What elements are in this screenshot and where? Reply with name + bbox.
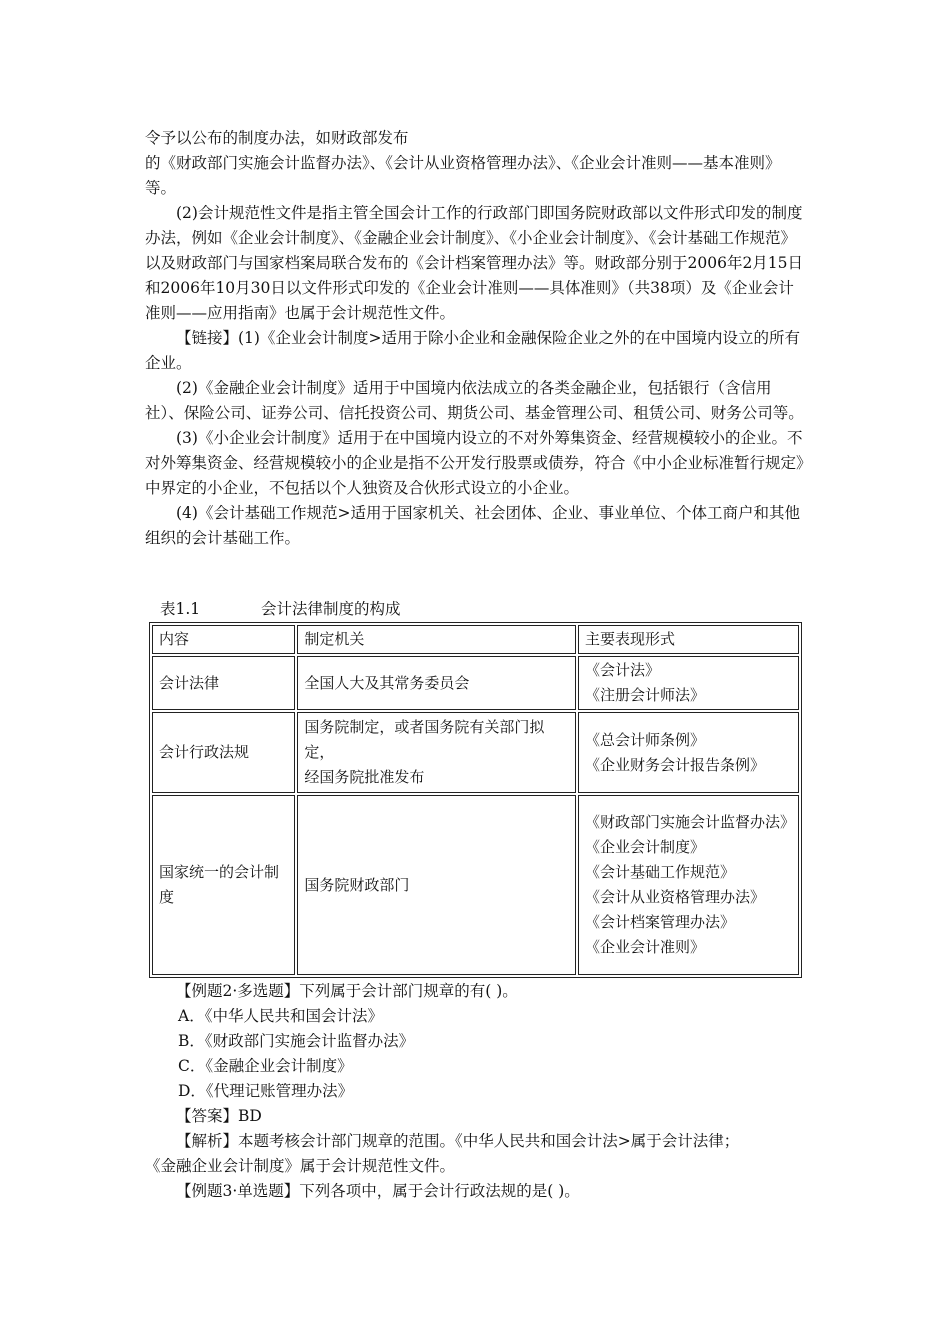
form-item: 《会计从业资格管理办法》 (585, 888, 766, 906)
example-2-question: 【例题2·多选题】下列属于会计部门规章的有( )。 (176, 982, 518, 1000)
paragraph: 的《财政部门实施会计监督办法》、《会计从业资格管理办法》、《企业会计准则——基本准则》等。 (145, 154, 781, 197)
form-item: 《企业会计准则》 (585, 938, 706, 956)
table-title: 会计法律制度的构成 (260, 600, 401, 618)
paragraph: (2)会计规范性文件是指主管全国会计工作的行政部门即国务院财政部以文件形式印发的制度办法，例如《企业会计制度》、《金融企业会计制度》、《小企业会计制度》、《会计基础工作规范》以及财政部门与国家档案局联合发布的《会计档案管理办法》等。财政部分别于2006年2月15日和2006年10月30日以文件形式印发的《企业会计准则——具体准则》（共38项）及《企业会计准则——应用指南》也属于会计规范性文件。 (145, 204, 804, 322)
content-cell: 会计法律 (152, 656, 295, 710)
paragraph-link-1: 【链接】(1)《企业会计制度>适用于除小企业和金融保险企业之外的在中国境内设立的所有企业。 (145, 329, 800, 372)
authority-line: 全国人大及其常务委员会 (304, 673, 470, 692)
content-cell: 国家统一的会计制度 (152, 795, 295, 975)
content-cell: 会计行政法规 (152, 712, 295, 793)
paragraph-link-4: (4)《会计基础工作规范>适用于国家机关、社会团体、企业、事业单位、个体工商户和其他组织的会计基础工作。 (145, 504, 800, 547)
option-c: C．《金融企业会计制度》 (178, 1057, 353, 1075)
authority-cell (297, 795, 576, 975)
analysis-line: 《金融企业会计制度》属于会计规范性文件。 (145, 1157, 456, 1175)
answer: 【答案】BD (176, 1107, 262, 1125)
forms-cell (578, 795, 799, 975)
table-row (152, 712, 799, 793)
form-item: 《会计档案管理办法》 (585, 913, 736, 931)
form-item: 《会计基础工作规范》 (585, 863, 736, 881)
table-row (152, 795, 799, 975)
forms-cell (578, 712, 799, 793)
table-header-row (152, 625, 799, 654)
option-d: D．《代理记账管理办法》 (178, 1082, 354, 1100)
header-cell: 主要表现形式 (578, 625, 799, 654)
body-text (145, 126, 807, 551)
example-3-question: 【例题3·单选题】下列各项中，属于会计行政法规的是( )。 (176, 1182, 580, 1200)
authority-line: 经国务院批准发布 (304, 768, 425, 786)
paragraph-line: 令予以公布的制度办法，如财政部发布 (145, 129, 409, 147)
paragraph-link-2: (2)《金融企业会计制度》适用于中国境内依法成立的各类金融企业，包括银行（含信用社）、保险公司、证券公司、信托投资公司、期货公司、基金管理公司、租赁公司、财务公司等。 (145, 379, 804, 422)
form-item: 《企业财务会计报告条例》 (585, 755, 766, 774)
form-item: 《注册会计师法》 (585, 686, 706, 704)
paragraph-link-3: (3)《小企业会计制度》适用于在中国境内设立的不对外筹集资金、经营规模较小的企业。不对外筹集资金、经营规模较小的企业是指不公开发行股票或债券，符合《中小企业标准暂行规定》中界定的小企业，不包括以个人独资及合伙形式设立的小企业。 (145, 429, 804, 497)
option-a: A．《中华人民共和国会计法》 (178, 1007, 383, 1025)
form-item: 《财政部门实施会计监督办法》 (585, 813, 796, 831)
table-number: 表1.1 (160, 600, 201, 618)
example-section (145, 979, 807, 1204)
authority-line: 国务院财政部门 (304, 875, 410, 894)
table-caption (160, 598, 400, 620)
header-cell: 内容 (152, 625, 295, 654)
forms-cell (578, 656, 799, 710)
form-item: 《总会计师条例》 (585, 730, 706, 749)
form-item: 《企业会计制度》 (585, 838, 706, 856)
accounting-law-table (149, 622, 802, 978)
option-b: B．《财政部门实施会计监督办法》 (178, 1032, 415, 1050)
table-row (152, 656, 799, 710)
authority-line: 国务院制定，或者国务院有关部门拟定， (304, 718, 545, 761)
analysis-line: 【解析】本题考核会计部门规章的范围。《中华人民共和国会计法>属于会计法律； (176, 1132, 740, 1150)
header-cell: 制定机关 (297, 625, 576, 654)
authority-cell (297, 656, 576, 710)
form-item: 《会计法》 (585, 661, 661, 679)
authority-cell (297, 712, 576, 793)
